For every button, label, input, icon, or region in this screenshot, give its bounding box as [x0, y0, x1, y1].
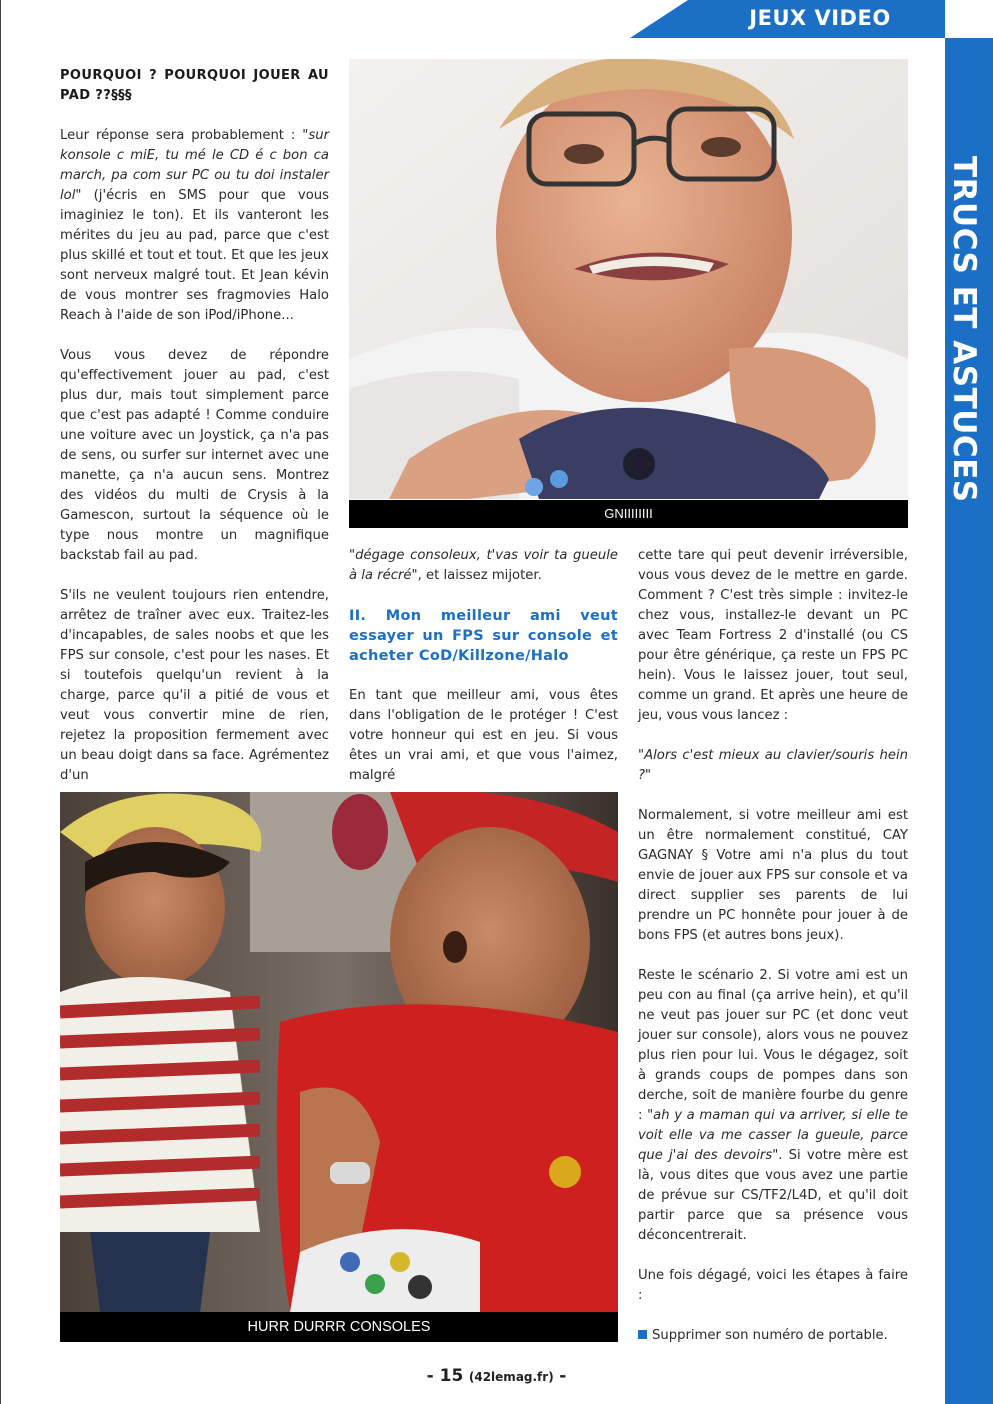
sms-quote: "sur konsole c miE, tu mé le CD é c bon ca march, pa com sur PC ou tu doi instaler lol	[60, 128, 329, 203]
page-footer	[0, 1366, 993, 1386]
paragraph	[638, 966, 908, 1246]
paragraph	[60, 126, 329, 326]
quote: ah y a maman qui va arriver, si elle te voit elle va me casser la gueule, parce que j'ai des devoirs	[638, 1108, 909, 1163]
side-title-wrap	[945, 38, 993, 518]
photo-kid-gamepad	[349, 59, 908, 499]
text: ". Si votre mère est là, vous dites que vous avez une partie de prévue sur CS/TF2/L4D, et qu'il doit partir parce que sa présence vous déconcentrerait.	[638, 1148, 909, 1243]
photo-kids-consoles	[60, 792, 618, 1312]
text: Leur réponse sera probablement :	[60, 128, 303, 143]
column-1	[60, 66, 329, 786]
footer-dash: -	[559, 1366, 567, 1386]
text: Reste le scénario 2. Si votre ami est un peu con au final (ça arrive hein), et qu'il ne veut pas jouer sur PC (et donc veut jouer sur console), alors vous ne pouvez plus rien pour lui. Vous le dégagez, soit à grands coups de pompes dans son derche, soit de manière fourbe du genre : "	[638, 968, 908, 1123]
paragraph: Une fois dégagé, voici les étapes à faire :	[638, 1268, 908, 1303]
paragraph: Normalement, si votre meilleur ami est un être normalement constitué, CAY GAGNAY § Votre ami n'a plus du tout envie de jouer aux FPS sur console et va direct supplier ses parents de lui prendre un PC honnête pour jouer à de bons FPS (et autres bons jeux).	[638, 808, 908, 943]
quote-paragraph: "Alors c'est mieux au clavier/souris hein ?"	[638, 748, 908, 783]
paragraph: cette tare qui peut devenir irréversible, vous vous devez de le mettre en garde. Comment ? C'est très simple : invitez-le chez vous, installez-le devant un PC avec Team Fortress 2 d'installé (ou CS pour être générique, ça reste un FPS PC hein). Vous le laissez jouer, tout seul, comme un grand. Et après une heure de jeu, vous vous lancez :	[638, 548, 908, 723]
paragraph: Vous vous devez de répondre qu'effectivement jouer au pad, c'est plus dur, mais tout simplement parce que c'est pas adapté ! Comme conduire une voiture avec un Joystick, ça n'a pas de sens, ou surfer sur internet avec une manette, ça n'a aucun sens. Montrez des vidéos du multi de Crysis à la Gamescon, surtout la séquence où le type nous montre un magnifique backstab fail au pad.	[60, 348, 329, 563]
left-margin-rule	[0, 0, 1, 1404]
page-number: - 15	[426, 1366, 464, 1386]
kid-gamepad-illustration	[349, 59, 908, 499]
paragraph: S'ils ne veulent toujours rien entendre, arrêtez de traîner avec eux. Traitez-les d'incapables, de sales noobs et que les FPS sur console, c'est pour les nases. Et si toutefois quelqu'un revient à la charge, parce qu'il a pitié de vous et veut vous convertir mine de rien, rejetez la proposition fermement avec un beau doigt dans sa face. Agrémentez d'un	[60, 588, 329, 783]
paragraph	[349, 546, 618, 586]
section-label: JEUX VIDEO	[749, 6, 891, 30]
photo-caption-top: GNIIIIIIII	[349, 500, 908, 528]
photo-caption-bottom: HURR DURRR CONSOLES	[60, 1312, 618, 1342]
kids-consoles-illustration	[60, 792, 618, 1312]
section-heading: II. Mon meilleur ami veut essayer un FPS sur console et acheter CoD/Killzone/Halo	[349, 608, 618, 664]
paragraph: En tant que meilleur ami, vous êtes dans l'obligation de le protéger ! C'est votre honneur qui est en jeu. Si vous êtes un vrai ami, et que vous l'aimez, malgré	[349, 688, 618, 783]
site-url: (42lemag.fr)	[468, 1370, 554, 1384]
bullet-square-icon	[638, 1330, 647, 1339]
column-3	[638, 546, 908, 1346]
text: ", et laissez mijoter.	[411, 568, 542, 583]
side-title: TRUCS ET ASTUCES	[946, 156, 982, 503]
text: " (j'écris en SMS pour que vous imaginiez le ton). Et ils vanteront les mérites du jeu au pad, parce que c'est plus skillé et tout et tout. Et que les jeux sont nerveux malgré tout. Et Jean kévin de vous montrer ses fragmovies Halo Reach à l'aide de son iPod/iPhone...	[60, 188, 329, 323]
text: "	[349, 548, 356, 563]
bullet-text: Supprimer son numéro de portable.	[652, 1328, 888, 1343]
column-1-heading: POURQUOI ? POURQUOI JOUER AU PAD ??§§§	[60, 68, 329, 103]
bullet-item	[638, 1326, 908, 1346]
column-2	[349, 546, 618, 786]
quote: dégage consoleux, t'vas voir ta gueule à la récré	[349, 548, 618, 583]
